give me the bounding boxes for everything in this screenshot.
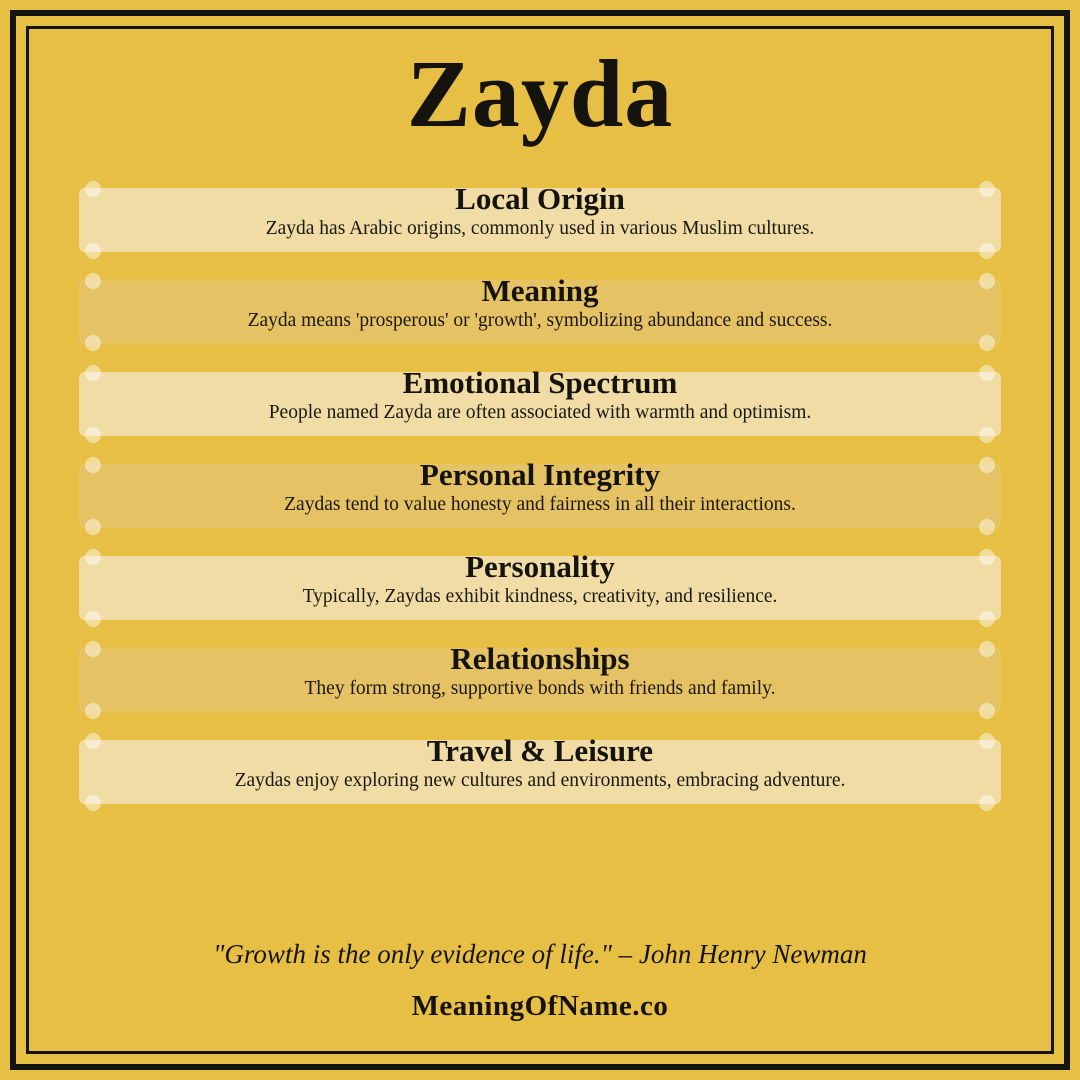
stud-icon [979,335,995,351]
section-description: Typically, Zaydas exhibit kindness, creativity, and resilience. [302,586,778,608]
stud-icon [979,243,995,259]
stud-icon [979,611,995,627]
stud-icon [979,795,995,811]
section-text [79,639,1001,701]
section-title: Local Origin [455,180,625,216]
section-title: Travel & Leisure [426,732,654,768]
section-title: Relationships [450,640,630,676]
section-description: Zayda has Arabic origins, commonly used in various Muslim cultures. [265,218,815,240]
section-description: They form strong, supportive bonds with friends and family. [304,678,776,700]
section-description: Zayda means 'prosperous' or 'growth', symbolizing abundance and success. [247,310,833,332]
section-emotional-spectrum [79,363,1001,445]
quote-text: "Growth is the only evidence of life." – John Henry Newman [213,939,867,969]
section-personality [79,547,1001,629]
section-meaning [79,271,1001,353]
stud-icon [85,611,101,627]
stud-icon [85,795,101,811]
section-text [79,731,1001,793]
stud-icon [979,427,995,443]
stud-icon [85,703,101,719]
section-title: Personality [465,548,615,584]
stud-icon [979,519,995,535]
stud-icon [85,427,101,443]
section-travel-and-leisure [79,731,1001,813]
card-content [29,29,1051,1051]
stud-icon [85,243,101,259]
section-text [79,271,1001,333]
section-text [79,363,1001,425]
section-description: People named Zayda are often associated with warmth and optimism. [268,402,812,424]
stud-icon [85,519,101,535]
section-relationships [79,639,1001,721]
section-description: Zaydas enjoy exploring new cultures and environments, embracing adventure. [234,770,846,792]
brand-name: MeaningOfName.co [411,990,669,1022]
card-footer [29,939,1051,1023]
stud-icon [979,703,995,719]
section-text [79,179,1001,241]
page-title: Zayda [406,40,674,147]
section-personal-integrity [79,455,1001,537]
sections-list [29,179,1051,813]
section-description: Zaydas tend to value honesty and fairness in all their interactions. [284,494,796,516]
section-title: Personal Integrity [419,456,661,492]
section-local-origin [79,179,1001,261]
section-text [79,547,1001,609]
section-title: Meaning [481,272,599,308]
stud-icon [85,335,101,351]
section-title: Emotional Spectrum [402,364,678,400]
section-text [79,455,1001,517]
